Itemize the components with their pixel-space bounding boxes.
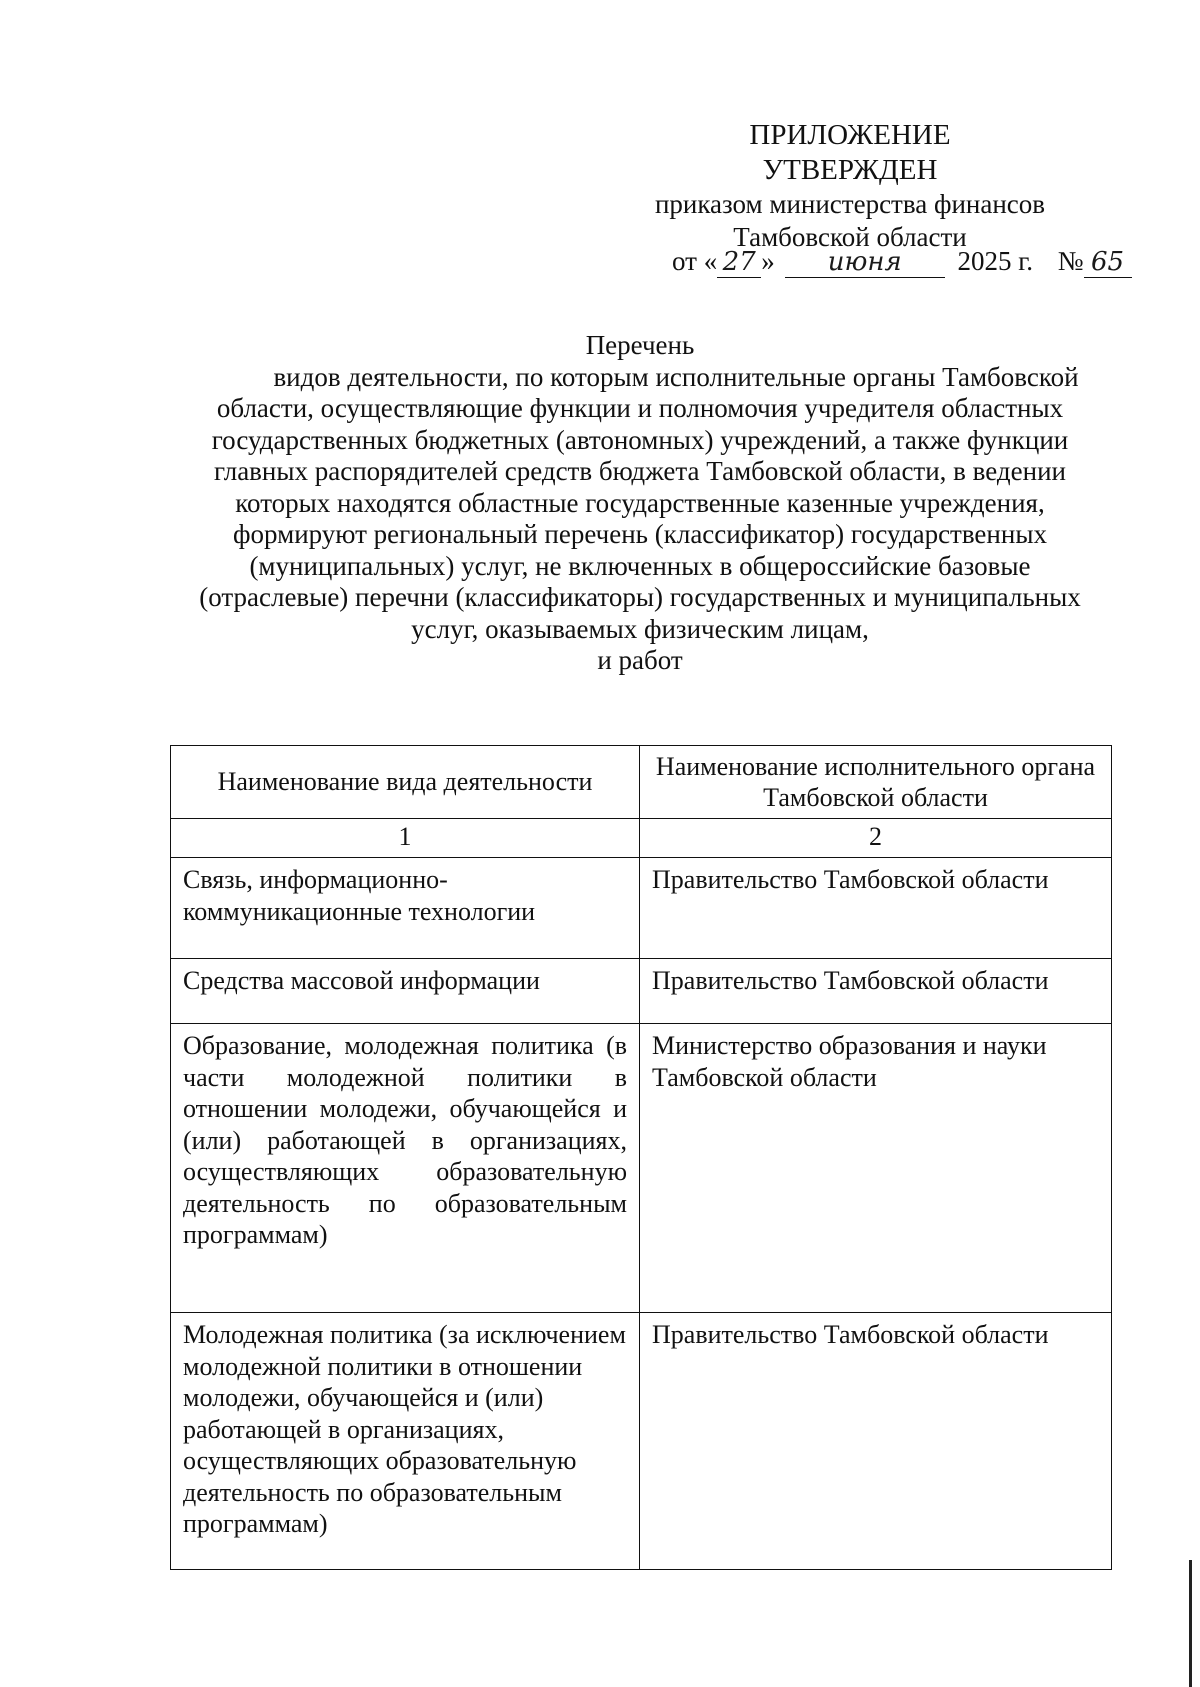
appendix-label: ПРИЛОЖЕНИЕ xyxy=(749,119,951,151)
approval-stamp-block xyxy=(640,118,1060,254)
column-number: 2 xyxy=(640,819,1112,858)
authority-cell: Правительство Тамбовской области xyxy=(640,959,1112,1024)
table-row xyxy=(171,1024,1112,1313)
scan-edge-line xyxy=(1189,1560,1192,1687)
handwritten-month: июня xyxy=(785,247,945,278)
order-date-line xyxy=(672,246,1132,278)
order-line: приказом министерства финансов xyxy=(654,189,1046,219)
activity-cell: Средства массовой информации xyxy=(171,959,640,1024)
authority-cell: Правительство Тамбовской области xyxy=(640,858,1112,959)
title-line: формируют региональный перечень (классификатор) государственных xyxy=(233,519,1047,549)
title-line: главных распорядителей средств бюджета Тамбовской области, в ведении xyxy=(214,456,1066,486)
date-year: 2025 г. xyxy=(957,246,1033,276)
number-prefix: № xyxy=(1057,246,1084,276)
title-line: области, осуществляющие функции и полномочия учредителя областных xyxy=(216,393,1064,423)
handwritten-number: 65 xyxy=(1084,247,1132,278)
column-number-row xyxy=(171,819,1112,858)
date-mid: » xyxy=(761,246,775,276)
table-row xyxy=(171,858,1112,959)
title-heading: Перечень xyxy=(585,330,695,360)
title-line: государственных бюджетных (автономных) учреждений, а также функции xyxy=(211,424,1069,455)
column-number: 1 xyxy=(171,819,640,858)
title-line: (муниципальных) услуг, не включенных в общероссийские базовые xyxy=(249,550,1031,581)
title-line: видов деятельности, по которым исполнительные органы Тамбовской xyxy=(273,361,1079,392)
table-row xyxy=(171,959,1112,1024)
date-prefix: от « xyxy=(672,246,718,276)
title-line: которых находятся областные государственные казенные учреждения, xyxy=(235,487,1045,518)
activities-table xyxy=(170,745,1112,1570)
table-header-row xyxy=(171,746,1112,819)
title-line: (отраслевые) перечни (классификаторы) государственных и муниципальных xyxy=(199,582,1081,612)
activity-cell: Связь, информационно-коммуникационные технологии xyxy=(171,858,640,959)
authority-cell: Министерство образования и науки Тамбовской области xyxy=(640,1024,1112,1313)
title-line: услуг, оказываемых физическим лицам, xyxy=(411,613,869,644)
table-row xyxy=(171,1313,1112,1570)
activity-cell: Образование, молодежная политика (в части молодежной политики в отношении молодежи, обучающейся и (или) работающей в организациях, осуществляющих образовательную деятельность по образовательным программам) xyxy=(171,1024,640,1313)
authority-cell: Правительство Тамбовской области xyxy=(640,1313,1112,1570)
document-title xyxy=(160,330,1120,677)
header-authority: Наименование исполнительного органа Тамбовской области xyxy=(640,746,1112,819)
header-activity: Наименование вида деятельности xyxy=(171,746,640,819)
region-line: Тамбовской области xyxy=(733,222,967,252)
title-line: и работ xyxy=(597,645,683,675)
activity-cell: Молодежная политика (за исключением молодежной политики в отношении молодежи, обучающейся и (или) работающей в организациях, осуществляющих образовательную деятельность по образовательным программам) xyxy=(171,1313,640,1570)
handwritten-day: 27 xyxy=(717,247,761,278)
approved-label: УТВЕРЖДЕН xyxy=(762,154,938,186)
